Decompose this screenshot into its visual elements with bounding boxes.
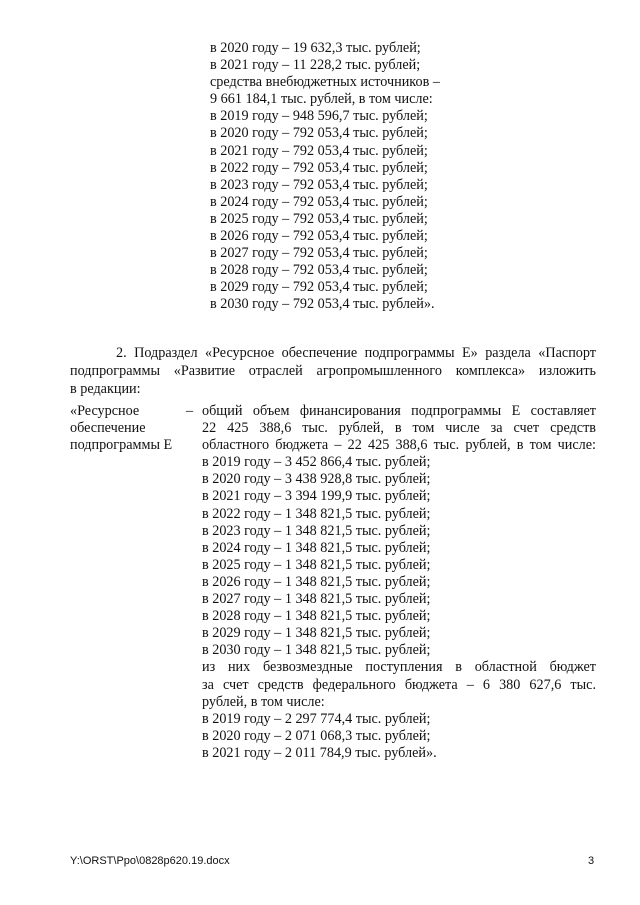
budget-line: в 2020 году – 19 632,3 тыс. рублей; — [210, 40, 421, 56]
budget-line: в 2021 году – 11 228,2 тыс. рублей; — [210, 57, 421, 74]
funding-line: в 2025 году – 1 348 821,5 тыс. рублей; — [202, 556, 431, 573]
budget-line: в 2026 году – 792 053,4 тыс. рублей; — [210, 228, 428, 245]
budget-continuation-list — [210, 40, 510, 314]
budget-line: в 2027 году – 792 053,4 тыс. рублей; — [210, 245, 428, 262]
funding-line: в 2028 году – 1 348 821,5 тыс. рублей; — [202, 608, 431, 625]
paragraph-line: в редакции: — [70, 381, 141, 397]
funding-line: в 2023 году – 1 348 821,5 тыс. рублей; — [202, 522, 431, 539]
budget-line: в 2023 году – 792 053,4 тыс. рублей; — [210, 176, 428, 193]
funding-line: рублей, в том числе: — [202, 693, 325, 710]
budget-line: в 2024 году – 792 053,4 тыс. рублей; — [210, 193, 428, 210]
budget-line: в 2025 году – 792 053,4 тыс. рублей; — [210, 210, 428, 227]
label-line: «Ресурсное — [70, 403, 140, 419]
budget-line: в 2021 году – 792 053,4 тыс. рублей; — [210, 142, 428, 159]
budget-line: в 2028 году – 792 053,4 тыс. рублей; — [210, 262, 428, 279]
budget-line: средства внебюджетных источников – — [210, 74, 440, 91]
resource-section-label — [70, 403, 190, 454]
funding-line: 22 425 388,6 тыс. рублей, в том числе за счет средств — [202, 420, 596, 437]
label-line: подпрограммы Е — [70, 437, 173, 454]
budget-line: в 2020 году – 792 053,4 тыс. рублей; — [210, 125, 428, 142]
paragraph-line: 2. Подраздел «Ресурсное обеспечение подпрограммы Е» раздела «Паспорт — [116, 345, 596, 361]
funding-line: в 2026 году – 1 348 821,5 тыс. рублей; — [202, 573, 431, 590]
funding-line: в 2024 году – 1 348 821,5 тыс. рублей; — [202, 539, 431, 556]
budget-line: в 2030 году – 792 053,4 тыс. рублей». — [210, 296, 435, 313]
funding-line: из них безвозмездные поступления в областной бюджет — [202, 659, 596, 676]
page-number: 3 — [588, 855, 595, 867]
funding-line: в 2019 году – 3 452 866,4 тыс. рублей; — [202, 454, 431, 471]
funding-line: в 2030 году – 1 348 821,5 тыс. рублей; — [202, 642, 431, 659]
funding-line: в 2020 году – 2 071 068,3 тыс. рублей; — [202, 727, 431, 744]
funding-line: в 2022 году – 1 348 821,5 тыс. рублей; — [202, 505, 431, 522]
funding-line: в 2029 году – 1 348 821,5 тыс. рублей; — [202, 625, 431, 642]
funding-line: в 2019 году – 2 297 774,4 тыс. рублей; — [202, 710, 431, 727]
budget-line: в 2029 году – 792 053,4 тыс. рублей; — [210, 279, 428, 296]
budget-line: в 2022 году – 792 053,4 тыс. рублей; — [210, 159, 428, 176]
funding-line: в 2021 году – 3 394 199,9 тыс. рублей; — [202, 488, 431, 505]
funding-line: общий объем финансирования подпрограммы Е составляет — [202, 403, 596, 419]
footer-file-path: Y:\ORST\Ppo\0828p620.19.docx — [70, 855, 230, 867]
amendment-paragraph — [70, 344, 596, 398]
funding-line: в 2020 году – 3 438 928,8 тыс. рублей; — [202, 471, 431, 488]
budget-line: 9 661 184,1 тыс. рублей, в том числе: — [210, 91, 433, 108]
funding-line: в 2027 году – 1 348 821,5 тыс. рублей; — [202, 591, 431, 608]
label-line: обеспечение — [70, 420, 146, 437]
resource-dash: – — [186, 403, 194, 419]
resource-funding-text — [202, 403, 596, 762]
budget-line: в 2019 году – 948 596,7 тыс. рублей; — [210, 108, 428, 125]
funding-line: в 2021 году – 2 011 784,9 тыс. рублей». — [202, 744, 437, 761]
funding-line: за счет средств федерального бюджета – 6 380 627,6 тыс. — [202, 676, 596, 693]
paragraph-line: подпрограммы «Развитие отраслей агропромышленного комплекса» изложить — [70, 363, 596, 379]
funding-line: областного бюджета – 22 425 388,6 тыс. рублей, в том числе: — [202, 437, 596, 454]
